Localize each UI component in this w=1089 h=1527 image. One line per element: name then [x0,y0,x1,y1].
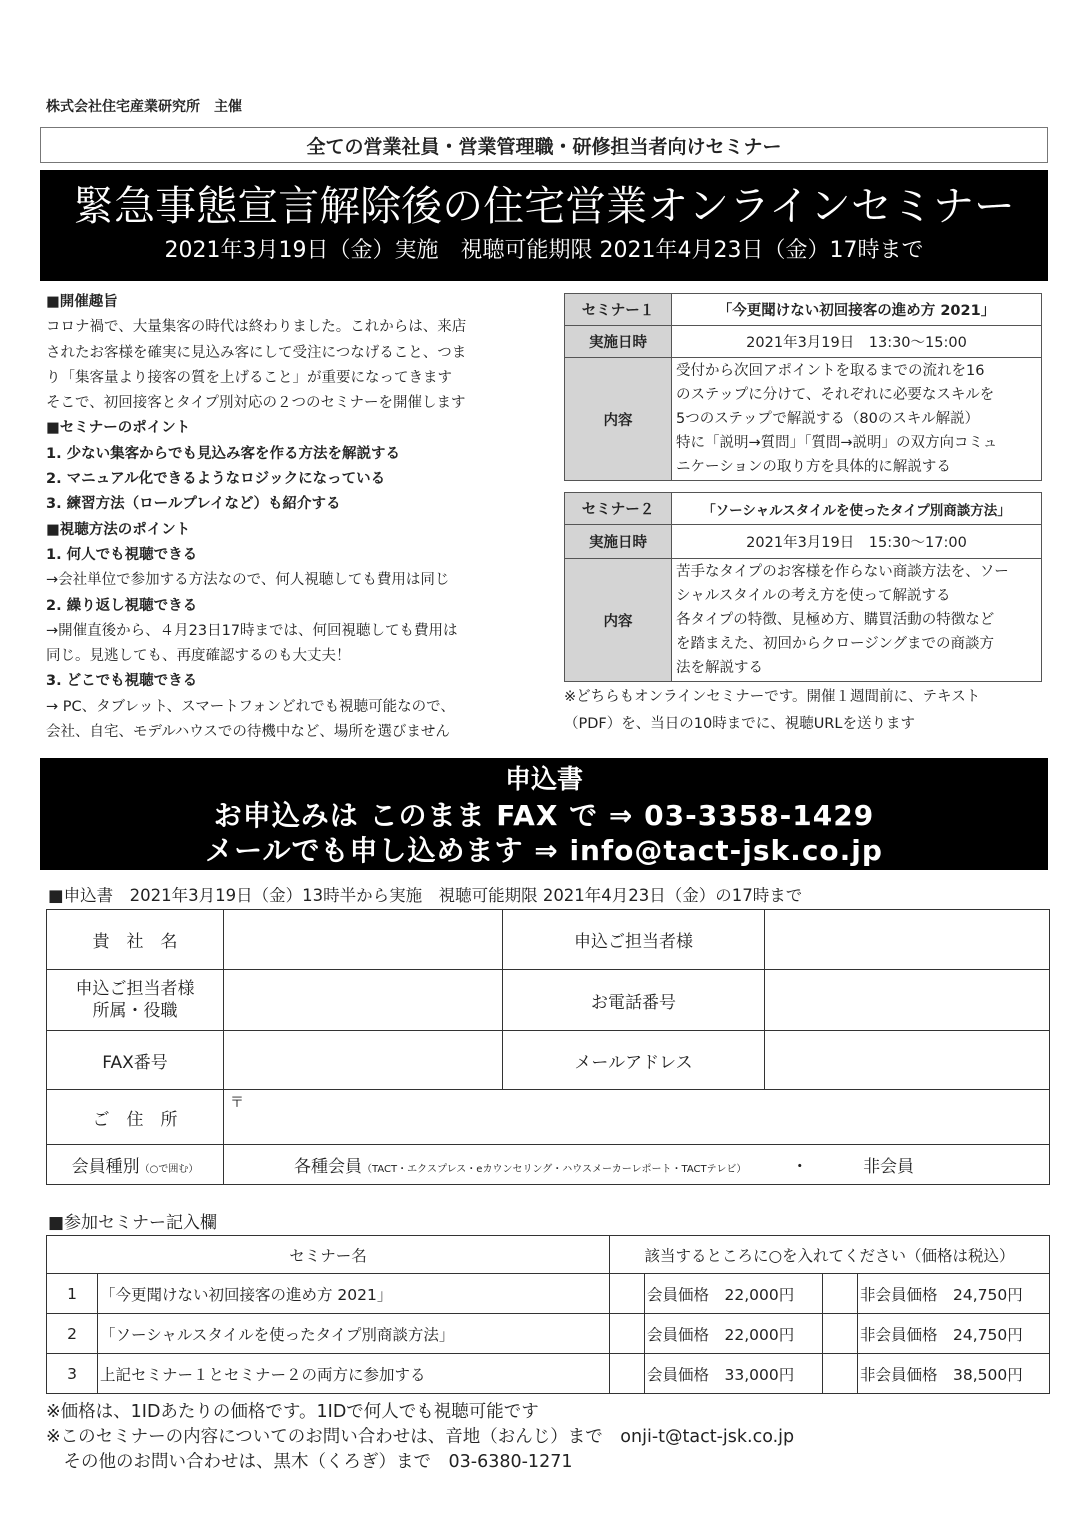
overview-heading-viewing: ■視聴方法のポイント [46,521,191,538]
member-checkbox[interactable] [610,1354,645,1394]
member-type-note: （○で囲む） [139,1164,199,1175]
content-line: ニケーションの取り方を具体的に解説する [676,459,951,475]
participation-table [46,1235,1050,1394]
seminar-1-table [564,293,1042,481]
department-field[interactable] [224,970,503,1031]
seminar-2-content [672,559,1042,682]
company-label: 貴 社 名 [47,910,224,970]
seminar-2-content-label: 内容 [565,559,672,682]
overview-line: 会社、自宅、モデルハウスでの待機中など、場所を選びません [46,724,450,741]
overview-point: 1. 少ない集客からでも見込み客を作る方法を解説する [46,445,400,462]
member-type-options[interactable] [224,1145,1050,1185]
phone-label: お電話番号 [503,970,765,1031]
member-checkbox[interactable] [610,1274,645,1314]
fax-label: FAX番号 [47,1031,224,1090]
overview-line: り「集客量より接客の質を上げること」が重要になってきます [46,369,452,386]
online-note [564,684,1054,738]
company-field[interactable] [224,910,503,970]
organizer-text: 株式会社住宅産業研究所 主催 [46,99,242,115]
nonmember-price: 非会員価格 24,750円 [858,1274,1050,1314]
application-banner [40,758,1048,870]
seminar-1-date-label: 実施日時 [565,326,672,358]
seminar-1-label: セミナー１ [565,294,672,326]
member-price: 会員価格 22,000円 [645,1314,823,1354]
overview-line: → PC、タブレット、スマートフォンどれでも視聴可能なので、 [46,698,455,715]
overview-line: そこで、初回接客とタイプ別対応の２つのセミナーを開催します [46,395,466,412]
member-price: 会員価格 22,000円 [645,1274,823,1314]
content-line: 各タイプの特徴、見極め方、購買活動の特徴など [676,612,995,628]
nonmember-price: 非会員価格 38,500円 [858,1354,1050,1394]
person-field[interactable] [765,910,1050,970]
target-audience-banner: 全ての営業社員・営業管理職・研修担当者向けセミナー [40,127,1048,163]
seminar-2-date-label: 実施日時 [565,525,672,559]
member-type-label [47,1145,224,1185]
application-form [46,909,1050,1185]
row-number: 3 [47,1354,98,1394]
content-line: 苦手なタイプのお客様を作らない商談方法を、ソー [676,564,1009,580]
content-line: 特に「説明→質問」「質問→説明」の双方向コミュ [676,435,998,451]
content-line: シャルスタイルの考え方を使って解説する [676,588,951,604]
fax-field[interactable] [224,1031,503,1090]
footer-line: ※価格は、1IDあたりの価格です。1IDで何人でも視聴可能です [46,1402,539,1422]
seminar-2-table [564,492,1042,682]
seminar-name-header: セミナー名 [47,1236,610,1274]
page-title: 緊急事態宣言解除後の住宅営業オンラインセミナー [73,182,1015,230]
seminar-1-date: 2021年3月19日 13:30～15:00 [672,326,1042,358]
seminar-2-label: セミナー２ [565,493,672,525]
overview-line: →開催直後から、４月23日17時までは、何回視聴しても費用は [46,622,458,639]
department-label-line: 申込ご担当者様 [75,979,195,999]
row-seminar-name: 「今更聞けない初回接客の進め方 2021」 [98,1274,610,1314]
page-subtitle: 2021年3月19日（金）実施 視聴可能期限 2021年4月23日（金）17時まで [164,238,924,263]
department-label-line: 所属・役職 [92,1001,178,1021]
content-line: 法を解説する [676,660,763,676]
member-option-note: （TACT・エクスプレス・eカウンセリング・ハウスメーカーレポート・TACTテレビ） [362,1164,747,1175]
row-number: 1 [47,1274,98,1314]
nonmember-checkbox[interactable] [823,1354,858,1394]
non-member-option[interactable]: 非会員 [863,1157,915,1177]
online-note-line: （PDF）を、当日の10時までに、視聴URLを送ります [564,716,915,732]
member-checkbox[interactable] [610,1314,645,1354]
overview-heading-purpose: ■開催趣旨 [46,294,118,310]
online-note-line: ※どちらもオンラインセミナーです。開催１週間前に、テキスト [564,689,981,705]
member-type-text: 会員種別 [71,1157,140,1177]
overview-heading-points: ■セミナーのポイント [46,420,191,437]
person-label: 申込ご担当者様 [503,910,765,970]
form-heading: ■申込書 2021年3月19日（金）13時半から実施 視聴可能期限 2021年4月23日（金）の17時まで [48,886,803,905]
row-number: 2 [47,1314,98,1354]
seminar-1-content-label: 内容 [565,358,672,481]
nonmember-price: 非会員価格 24,750円 [858,1314,1050,1354]
content-line: を踏まえた、初回からクロージングまでの商談方 [676,636,995,652]
row-seminar-name: 「ソーシャルスタイルを使ったタイプ別商談方法」 [98,1314,610,1354]
price-header: 該当するところに○を入れてください（価格は税込） [610,1236,1050,1274]
department-label [47,970,224,1031]
nonmember-checkbox[interactable] [823,1314,858,1354]
option-separator: ・ [791,1157,809,1177]
overview-point: 2. マニュアル化できるようなロジックになっている [46,471,386,488]
postal-mark: 〒 [230,1095,244,1111]
content-line: 受付から次回アポイントを取るまでの流れを16 [676,363,985,379]
row-seminar-name: 上記セミナー１とセミナー２の両方に参加する [98,1354,610,1394]
overview-line: →会社単位で参加する方法なので、何人視聴しても費用は同じ [46,572,450,589]
nonmember-checkbox[interactable] [823,1274,858,1314]
overview-line: 同じ。見逃しても、再度確認するのも大丈夫！ [46,648,351,665]
address-field[interactable] [224,1090,1050,1145]
overview-point: 1. 何人でも視聴できる [46,546,198,563]
seminar-2-date: 2021年3月19日 15:30～17:00 [672,525,1042,559]
address-label: ご 住 所 [47,1090,224,1145]
content-line: 5つのステップで解説する（80のスキル解説） [676,411,980,427]
member-price: 会員価格 33,000円 [645,1354,823,1394]
footer-line: その他のお問い合わせは、黒木（くろぎ）まで 03-6380-1271 [46,1452,573,1472]
email-field[interactable] [765,1031,1050,1090]
footer-line: ※このセミナーの内容についてのお問い合わせは、音地（おんじ）まで onji-t@tact-jsk.co.jp [46,1427,795,1447]
application-title: 申込書 [504,765,583,795]
seminar-1-content [672,358,1042,481]
phone-field[interactable] [765,970,1050,1031]
email-label: メールアドレス [503,1031,765,1090]
seminar-1-title: 「今更聞けない初回接客の進め方 2021」 [672,294,1042,326]
overview-point: 3. 練習方法（ロールプレイなど）も紹介する [46,496,341,513]
overview-point: 3. どこでも視聴できる [46,673,198,690]
participation-heading: ■参加セミナー記入欄 [48,1213,218,1233]
title-block [40,170,1048,281]
overview-line: されたお客様を確実に見込み客にして受注につなげること、つま [46,344,467,361]
member-option[interactable]: 各種会員 [294,1157,362,1177]
overview-section [46,290,546,745]
seminar-2-title: 「ソーシャルスタイルを使ったタイプ別商談方法」 [672,493,1042,525]
overview-point: 2. 繰り返し視聴できる [46,597,198,614]
mail-line: メールでも申し込めます ⇒ info@tact-jsk.co.jp [205,834,883,867]
fax-line: お申込みは このまま FAX で ⇒ 03-3358-1429 [213,799,875,832]
footer-notes [46,1400,794,1475]
content-line: のステップに分けて、それぞれに必要なスキルを [676,387,995,403]
overview-line: コロナ禍で、大量集客の時代は終わりました。これからは、来店 [46,319,467,336]
